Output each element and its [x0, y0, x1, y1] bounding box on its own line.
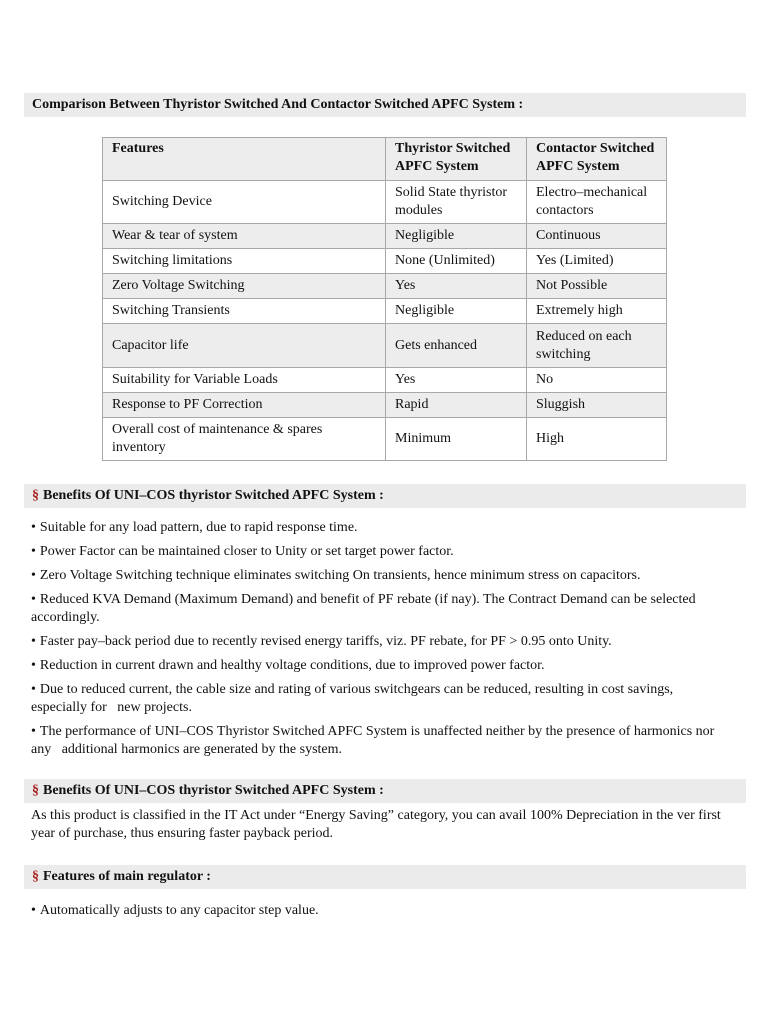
benefits-heading-text: Benefits Of UNI–COS thyristor Switched APFC System : — [43, 488, 384, 503]
regulator-list — [31, 902, 731, 926]
bullet-icon: • — [31, 544, 36, 559]
bullet-icon: • — [31, 520, 36, 535]
table-cell: Yes (Limited) — [527, 249, 667, 274]
table-header-cell: Features — [103, 138, 386, 181]
table-cell: Sluggish — [527, 393, 667, 418]
regulator-heading-text: Features of main regulator : — [43, 869, 211, 884]
comparison-heading-text: Comparison Between Thyristor Switched And Contactor Switched APFC System : — [32, 97, 524, 112]
table-cell: Yes — [386, 368, 527, 393]
table-cell: Wear & tear of system — [103, 224, 386, 249]
depreciation-heading-text: Benefits Of UNI–COS thyristor Switched APFC System : — [43, 783, 384, 798]
table-cell: Zero Voltage Switching — [103, 274, 386, 299]
list-item — [31, 902, 731, 920]
table-row — [103, 181, 667, 224]
table-row — [103, 324, 667, 368]
section-marker-icon: § — [32, 488, 39, 503]
table-cell: Yes — [386, 274, 527, 299]
section-marker-icon: § — [32, 869, 39, 884]
list-item-text: Power Factor can be maintained closer to Unity or set target power factor. — [39, 544, 454, 559]
table-cell: Electro–mechanical contactors — [527, 181, 667, 224]
table-row — [103, 368, 667, 393]
table-cell: Switching Device — [103, 181, 386, 224]
table-cell: Solid State thyristor modules — [386, 181, 527, 224]
table-cell: Negligible — [386, 224, 527, 249]
list-item-text: Suitable for any load pattern, due to rapid response time. — [39, 520, 358, 535]
table-row — [103, 224, 667, 249]
table-cell: None (Unlimited) — [386, 249, 527, 274]
list-item-text: Reduced KVA Demand (Maximum Demand) and benefit of PF rebate (if nay). The Contract Demand can be selected accordingly. — [31, 592, 707, 625]
list-item — [31, 657, 731, 675]
table-cell: Response to PF Correction — [103, 393, 386, 418]
list-item-text: The performance of UNI–COS Thyristor Switched APFC System is unaffected neither by the presence of harmonics nor any additional harmonics are generated by the system. — [31, 724, 718, 757]
table-header-row — [103, 138, 667, 181]
list-item-text: Reduction in current drawn and healthy voltage conditions, due to improved power factor. — [39, 658, 545, 673]
list-item — [31, 567, 731, 585]
bullet-icon: • — [31, 634, 36, 649]
table-cell: Capacitor life — [103, 324, 386, 368]
list-item — [31, 723, 731, 759]
section-marker-icon: § — [32, 783, 39, 798]
list-item — [31, 633, 731, 651]
table-cell: Negligible — [386, 299, 527, 324]
list-item-text: Faster pay–back period due to recently revised energy tariffs, viz. PF rebate, for PF > 0.95 onto Unity. — [39, 634, 612, 649]
table-cell: Reduced on each switching — [527, 324, 667, 368]
bullet-icon: • — [31, 658, 36, 673]
table-row — [103, 249, 667, 274]
table-cell: High — [527, 418, 667, 461]
bullet-icon: • — [31, 682, 36, 697]
list-item — [31, 519, 731, 537]
table-header-cell: Thyristor Switched APFC System — [386, 138, 527, 181]
table-row — [103, 393, 667, 418]
table-cell: Rapid — [386, 393, 527, 418]
table-cell: Gets enhanced — [386, 324, 527, 368]
table-cell: Not Possible — [527, 274, 667, 299]
list-item-text: Due to reduced current, the cable size and rating of various switchgears can be reduced, resulting in cost savings, especially for new projects. — [31, 682, 677, 715]
bullet-icon: • — [31, 903, 36, 918]
table-cell: Overall cost of maintenance & spares inventory — [103, 418, 386, 461]
depreciation-heading — [24, 779, 746, 803]
table-cell: No — [527, 368, 667, 393]
table-cell: Switching limitations — [103, 249, 386, 274]
list-item — [31, 543, 731, 561]
bullet-icon: • — [31, 724, 36, 739]
list-item-text: Automatically adjusts to any capacitor step value. — [39, 903, 319, 918]
list-item — [31, 681, 731, 717]
list-item-text: Zero Voltage Switching technique eliminates switching On transients, hence minimum stress on capacitors. — [39, 568, 641, 583]
bullet-icon: • — [31, 568, 36, 583]
comparison-table — [102, 137, 667, 461]
benefits-list — [31, 519, 731, 765]
regulator-heading — [24, 865, 746, 889]
benefits-heading — [24, 484, 746, 508]
bullet-icon: • — [31, 592, 36, 607]
table-cell: Continuous — [527, 224, 667, 249]
comparison-heading — [24, 93, 746, 117]
table-row — [103, 418, 667, 461]
table-row — [103, 299, 667, 324]
table-cell: Suitability for Variable Loads — [103, 368, 386, 393]
table-cell: Switching Transients — [103, 299, 386, 324]
table-header-cell: Contactor Switched APFC System — [527, 138, 667, 181]
table-row — [103, 274, 667, 299]
table-cell: Extremely high — [527, 299, 667, 324]
table-cell: Minimum — [386, 418, 527, 461]
depreciation-paragraph: As this product is classified in the IT Act under “Energy Saving” category, you can avail 100% Depreciation in the ver first year of purchase, thus ensuring faster payback period. — [31, 808, 721, 841]
list-item — [31, 591, 731, 627]
